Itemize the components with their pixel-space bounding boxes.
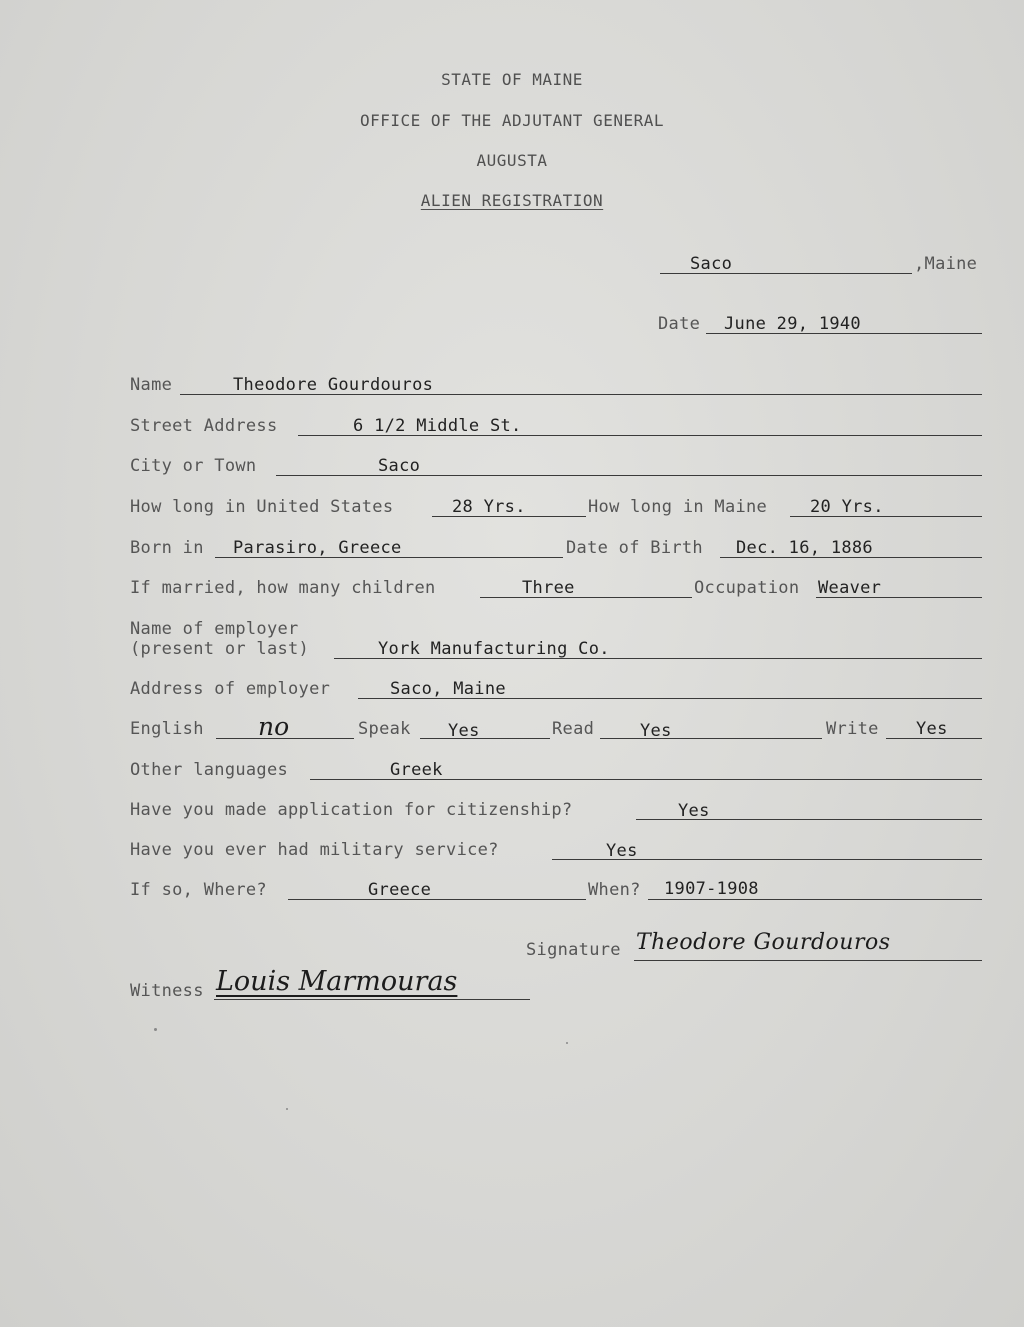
write-label: Write	[826, 719, 879, 739]
witness-line	[214, 999, 530, 1000]
employer-line	[334, 658, 982, 659]
citizenship-value: Yes	[678, 801, 710, 821]
place-town-line	[660, 273, 912, 274]
where-label: If so, Where?	[130, 880, 267, 900]
employer-label: Name of employer	[130, 619, 299, 639]
read-value: Yes	[640, 721, 672, 741]
other-languages-label: Other languages	[130, 760, 289, 780]
children-value: Three	[522, 578, 575, 598]
name-label: Name	[130, 375, 173, 395]
born-value: Parasiro, Greece	[233, 538, 402, 558]
scan-speck	[286, 1108, 288, 1110]
when-line	[648, 899, 982, 900]
read-label: Read	[552, 719, 595, 739]
maine-years-label: How long in Maine	[588, 497, 768, 517]
name-value: Theodore Gourdouros	[233, 375, 434, 395]
city-value: Saco	[378, 456, 421, 476]
occupation-line	[816, 597, 982, 598]
other-languages-value: Greek	[390, 760, 443, 780]
speak-value: Yes	[448, 721, 480, 741]
us-years-value: 28 Yrs.	[452, 497, 526, 517]
name-line	[180, 394, 982, 395]
when-label: When?	[588, 880, 641, 900]
us-years-label: How long in United States	[130, 497, 394, 517]
speak-line	[420, 738, 550, 739]
date-line	[706, 333, 982, 334]
military-line	[552, 859, 982, 860]
children-line	[480, 597, 692, 598]
form-title-text: ALIEN REGISTRATION	[420, 191, 604, 210]
dob-value: Dec. 16, 1886	[736, 538, 873, 558]
when-value: 1907-1908	[664, 879, 759, 899]
street-label: Street Address	[130, 416, 278, 436]
city-label: City or Town	[130, 456, 257, 476]
employer-address-label: Address of employer	[130, 679, 331, 699]
dob-line	[720, 557, 982, 558]
date-label: Date	[658, 314, 701, 334]
us-years-line	[432, 516, 586, 517]
witness-value: Louis Marmouras	[216, 966, 458, 997]
form-title	[0, 191, 1024, 210]
maine-years-line	[790, 516, 982, 517]
employer-address-line	[358, 698, 982, 699]
children-label: If married, how many children	[130, 578, 436, 598]
born-line	[215, 557, 563, 558]
military-label: Have you ever had military service?	[130, 840, 499, 860]
employer-address-value: Saco, Maine	[390, 679, 506, 699]
employer-sublabel: (present or last)	[130, 639, 310, 659]
signature-line	[634, 960, 982, 961]
place-state-label: ,Maine	[914, 254, 978, 274]
citizenship-line	[636, 819, 982, 820]
date-value: June 29, 1940	[724, 314, 861, 334]
witness-label: Witness	[130, 981, 204, 1001]
city-line	[276, 475, 982, 476]
write-value: Yes	[916, 719, 948, 739]
place-town-value: Saco	[690, 254, 733, 274]
maine-years-value: 20 Yrs.	[810, 497, 884, 517]
speak-label: Speak	[358, 719, 411, 739]
military-value: Yes	[606, 841, 638, 861]
header-office: OFFICE OF THE ADJUTANT GENERAL	[360, 111, 664, 130]
where-line	[288, 899, 586, 900]
occupation-label: Occupation	[694, 578, 800, 598]
header-city: AUGUSTA	[476, 151, 548, 170]
dob-label: Date of Birth	[566, 538, 703, 558]
born-label: Born in	[130, 538, 204, 558]
signature-label: Signature	[526, 940, 621, 960]
signature-value: Theodore Gourdouros	[636, 930, 891, 955]
read-line	[600, 738, 822, 739]
english-value: no	[258, 712, 290, 741]
write-line	[886, 738, 982, 739]
street-line	[298, 435, 982, 436]
english-label: English	[130, 719, 204, 739]
scan-speck	[154, 1028, 157, 1031]
english-line	[216, 738, 354, 739]
occupation-value: Weaver	[818, 578, 882, 598]
citizenship-label: Have you made application for citizenship?	[130, 800, 573, 820]
where-value: Greece	[368, 880, 432, 900]
street-value: 6 1/2 Middle St.	[353, 416, 522, 436]
employer-value: York Manufacturing Co.	[378, 639, 610, 659]
header-state: STATE OF MAINE	[441, 70, 583, 89]
other-languages-line	[310, 779, 982, 780]
scan-speck	[566, 1042, 568, 1044]
